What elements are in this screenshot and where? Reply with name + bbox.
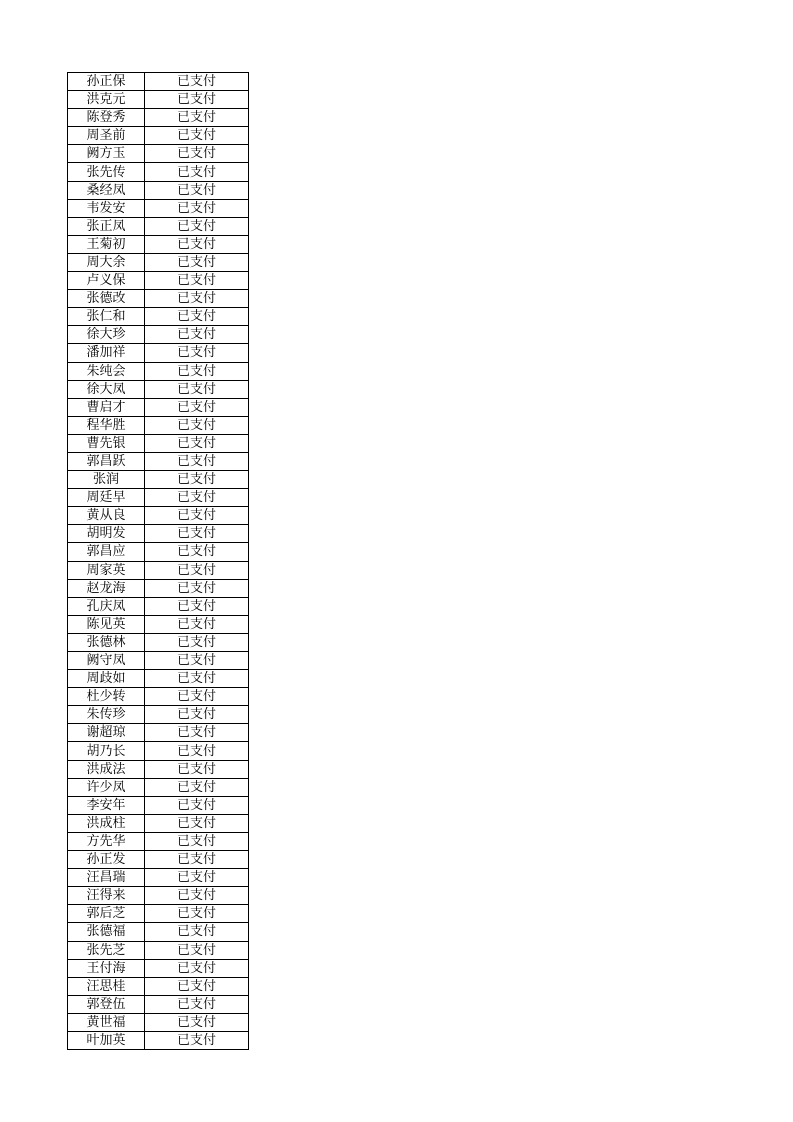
payment-status-cell: 已支付 [145,832,249,850]
table-row [68,507,249,525]
name-cell: 张德福 [68,923,145,941]
payment-status-cell: 已支付 [145,670,249,688]
table-row [68,941,249,959]
table-row [68,1013,249,1031]
table-row [68,670,249,688]
payment-status-cell: 已支付 [145,615,249,633]
payment-status-cell: 已支付 [145,959,249,977]
name-cell: 曹先银 [68,434,145,452]
payment-status-cell: 已支付 [145,308,249,326]
name-cell: 方先华 [68,832,145,850]
payment-status-cell: 已支付 [145,127,249,145]
table-row [68,163,249,181]
payment-status-cell: 已支付 [145,290,249,308]
name-cell: 周家英 [68,561,145,579]
table-row [68,688,249,706]
payment-status-cell: 已支付 [145,869,249,887]
name-cell: 王付海 [68,959,145,977]
name-cell: 郭登伍 [68,995,145,1013]
name-cell: 汪得来 [68,887,145,905]
name-cell: 阙守凤 [68,652,145,670]
payment-status-cell: 已支付 [145,507,249,525]
table-row [68,977,249,995]
payment-status-cell: 已支付 [145,416,249,434]
payment-status-cell: 已支付 [145,977,249,995]
payment-status-cell: 已支付 [145,760,249,778]
table-row [68,561,249,579]
table-row [68,1031,249,1049]
table-row [68,652,249,670]
payment-status-cell: 已支付 [145,633,249,651]
name-cell: 汪思桂 [68,977,145,995]
payment-status-cell: 已支付 [145,489,249,507]
name-cell: 周歧如 [68,670,145,688]
payment-status-cell: 已支付 [145,471,249,489]
table-row [68,633,249,651]
table-row [68,344,249,362]
table-row [68,959,249,977]
name-cell: 陈登秀 [68,109,145,127]
table-row [68,869,249,887]
payment-status-cell: 已支付 [145,688,249,706]
payment-status-cell: 已支付 [145,145,249,163]
table-row [68,452,249,470]
table-row [68,199,249,217]
name-cell: 韦发安 [68,199,145,217]
payment-status-cell: 已支付 [145,941,249,959]
payment-status-cell: 已支付 [145,579,249,597]
name-cell: 汪昌瑞 [68,869,145,887]
name-cell: 杜少转 [68,688,145,706]
payment-status-cell: 已支付 [145,525,249,543]
name-cell: 许少凤 [68,778,145,796]
name-cell: 陈见英 [68,615,145,633]
name-cell: 潘加祥 [68,344,145,362]
payment-status-cell: 已支付 [145,923,249,941]
name-cell: 周圣前 [68,127,145,145]
payment-status-cell: 已支付 [145,742,249,760]
name-cell: 李安年 [68,796,145,814]
name-cell: 程华胜 [68,416,145,434]
name-cell: 桑经凤 [68,181,145,199]
table-row [68,525,249,543]
table-row [68,235,249,253]
table-row [68,742,249,760]
name-cell: 张先传 [68,163,145,181]
name-cell: 徐大凤 [68,380,145,398]
payment-status-cell: 已支付 [145,344,249,362]
payment-status-cell: 已支付 [145,706,249,724]
table-row [68,471,249,489]
payment-status-cell: 已支付 [145,73,249,91]
payment-status-cell: 已支付 [145,272,249,290]
payment-status-cell: 已支付 [145,199,249,217]
payment-status-cell: 已支付 [145,91,249,109]
name-cell: 孔庆凤 [68,597,145,615]
name-cell: 洪成柱 [68,814,145,832]
payment-status-cell: 已支付 [145,995,249,1013]
payment-status-cell: 已支付 [145,543,249,561]
payment-status-cell: 已支付 [145,109,249,127]
table-body [68,73,249,1050]
table-row [68,217,249,235]
name-cell: 周大余 [68,253,145,271]
name-cell: 赵龙海 [68,579,145,597]
payment-status-cell: 已支付 [145,362,249,380]
payment-status-cell: 已支付 [145,326,249,344]
table-row [68,995,249,1013]
name-cell: 张德林 [68,633,145,651]
name-cell: 洪成法 [68,760,145,778]
table-row [68,434,249,452]
name-cell: 谢超琼 [68,724,145,742]
name-cell: 洪克元 [68,91,145,109]
name-cell: 胡明发 [68,525,145,543]
name-cell: 张先芝 [68,941,145,959]
payment-status-cell: 已支付 [145,253,249,271]
payment-status-cell: 已支付 [145,724,249,742]
payment-status-cell: 已支付 [145,1013,249,1031]
name-cell: 郭昌应 [68,543,145,561]
table-row [68,760,249,778]
name-cell: 张德改 [68,290,145,308]
name-cell: 朱传珍 [68,706,145,724]
name-cell: 卢义保 [68,272,145,290]
payment-status-cell: 已支付 [145,597,249,615]
payment-status-cell: 已支付 [145,163,249,181]
payment-status-cell: 已支付 [145,887,249,905]
table-row [68,851,249,869]
table-row [68,923,249,941]
table-row [68,91,249,109]
table-row [68,308,249,326]
name-cell: 王菊初 [68,235,145,253]
name-cell: 朱纯会 [68,362,145,380]
table-row [68,290,249,308]
payment-status-cell: 已支付 [145,1031,249,1049]
table-row [68,615,249,633]
table-row [68,887,249,905]
name-cell: 胡乃长 [68,742,145,760]
payment-table [67,72,249,1050]
payment-status-cell: 已支付 [145,217,249,235]
name-cell: 郭昌跃 [68,452,145,470]
table-row [68,724,249,742]
table-row [68,416,249,434]
name-cell: 张仁和 [68,308,145,326]
table-row [68,398,249,416]
payment-status-cell: 已支付 [145,235,249,253]
table-row [68,380,249,398]
table-row [68,253,249,271]
name-cell: 黄世福 [68,1013,145,1031]
table-row [68,127,249,145]
table-row [68,181,249,199]
table-row [68,272,249,290]
name-cell: 孙正发 [68,851,145,869]
name-cell: 孙正保 [68,73,145,91]
table-row [68,706,249,724]
name-cell: 叶加英 [68,1031,145,1049]
payment-status-cell: 已支付 [145,905,249,923]
name-cell: 曹启才 [68,398,145,416]
table-row [68,778,249,796]
payment-status-cell: 已支付 [145,181,249,199]
table-row [68,579,249,597]
name-cell: 郭后芝 [68,905,145,923]
payment-status-cell: 已支付 [145,778,249,796]
name-cell: 张正凤 [68,217,145,235]
table-row [68,362,249,380]
name-cell: 张润 [68,471,145,489]
name-cell: 周廷早 [68,489,145,507]
table-row [68,489,249,507]
table-row [68,814,249,832]
payment-status-cell: 已支付 [145,380,249,398]
name-cell: 徐大珍 [68,326,145,344]
name-cell: 阙方玉 [68,145,145,163]
payment-status-cell: 已支付 [145,652,249,670]
table-row [68,145,249,163]
table-row [68,597,249,615]
table-row [68,109,249,127]
table-row [68,905,249,923]
name-cell: 黄从良 [68,507,145,525]
payment-status-cell: 已支付 [145,452,249,470]
table-row [68,543,249,561]
table-row [68,73,249,91]
payment-status-cell: 已支付 [145,814,249,832]
payment-status-cell: 已支付 [145,851,249,869]
table-row [68,832,249,850]
payment-status-cell: 已支付 [145,796,249,814]
table-row [68,796,249,814]
payment-status-cell: 已支付 [145,398,249,416]
payment-status-cell: 已支付 [145,561,249,579]
payment-status-cell: 已支付 [145,434,249,452]
table-row [68,326,249,344]
